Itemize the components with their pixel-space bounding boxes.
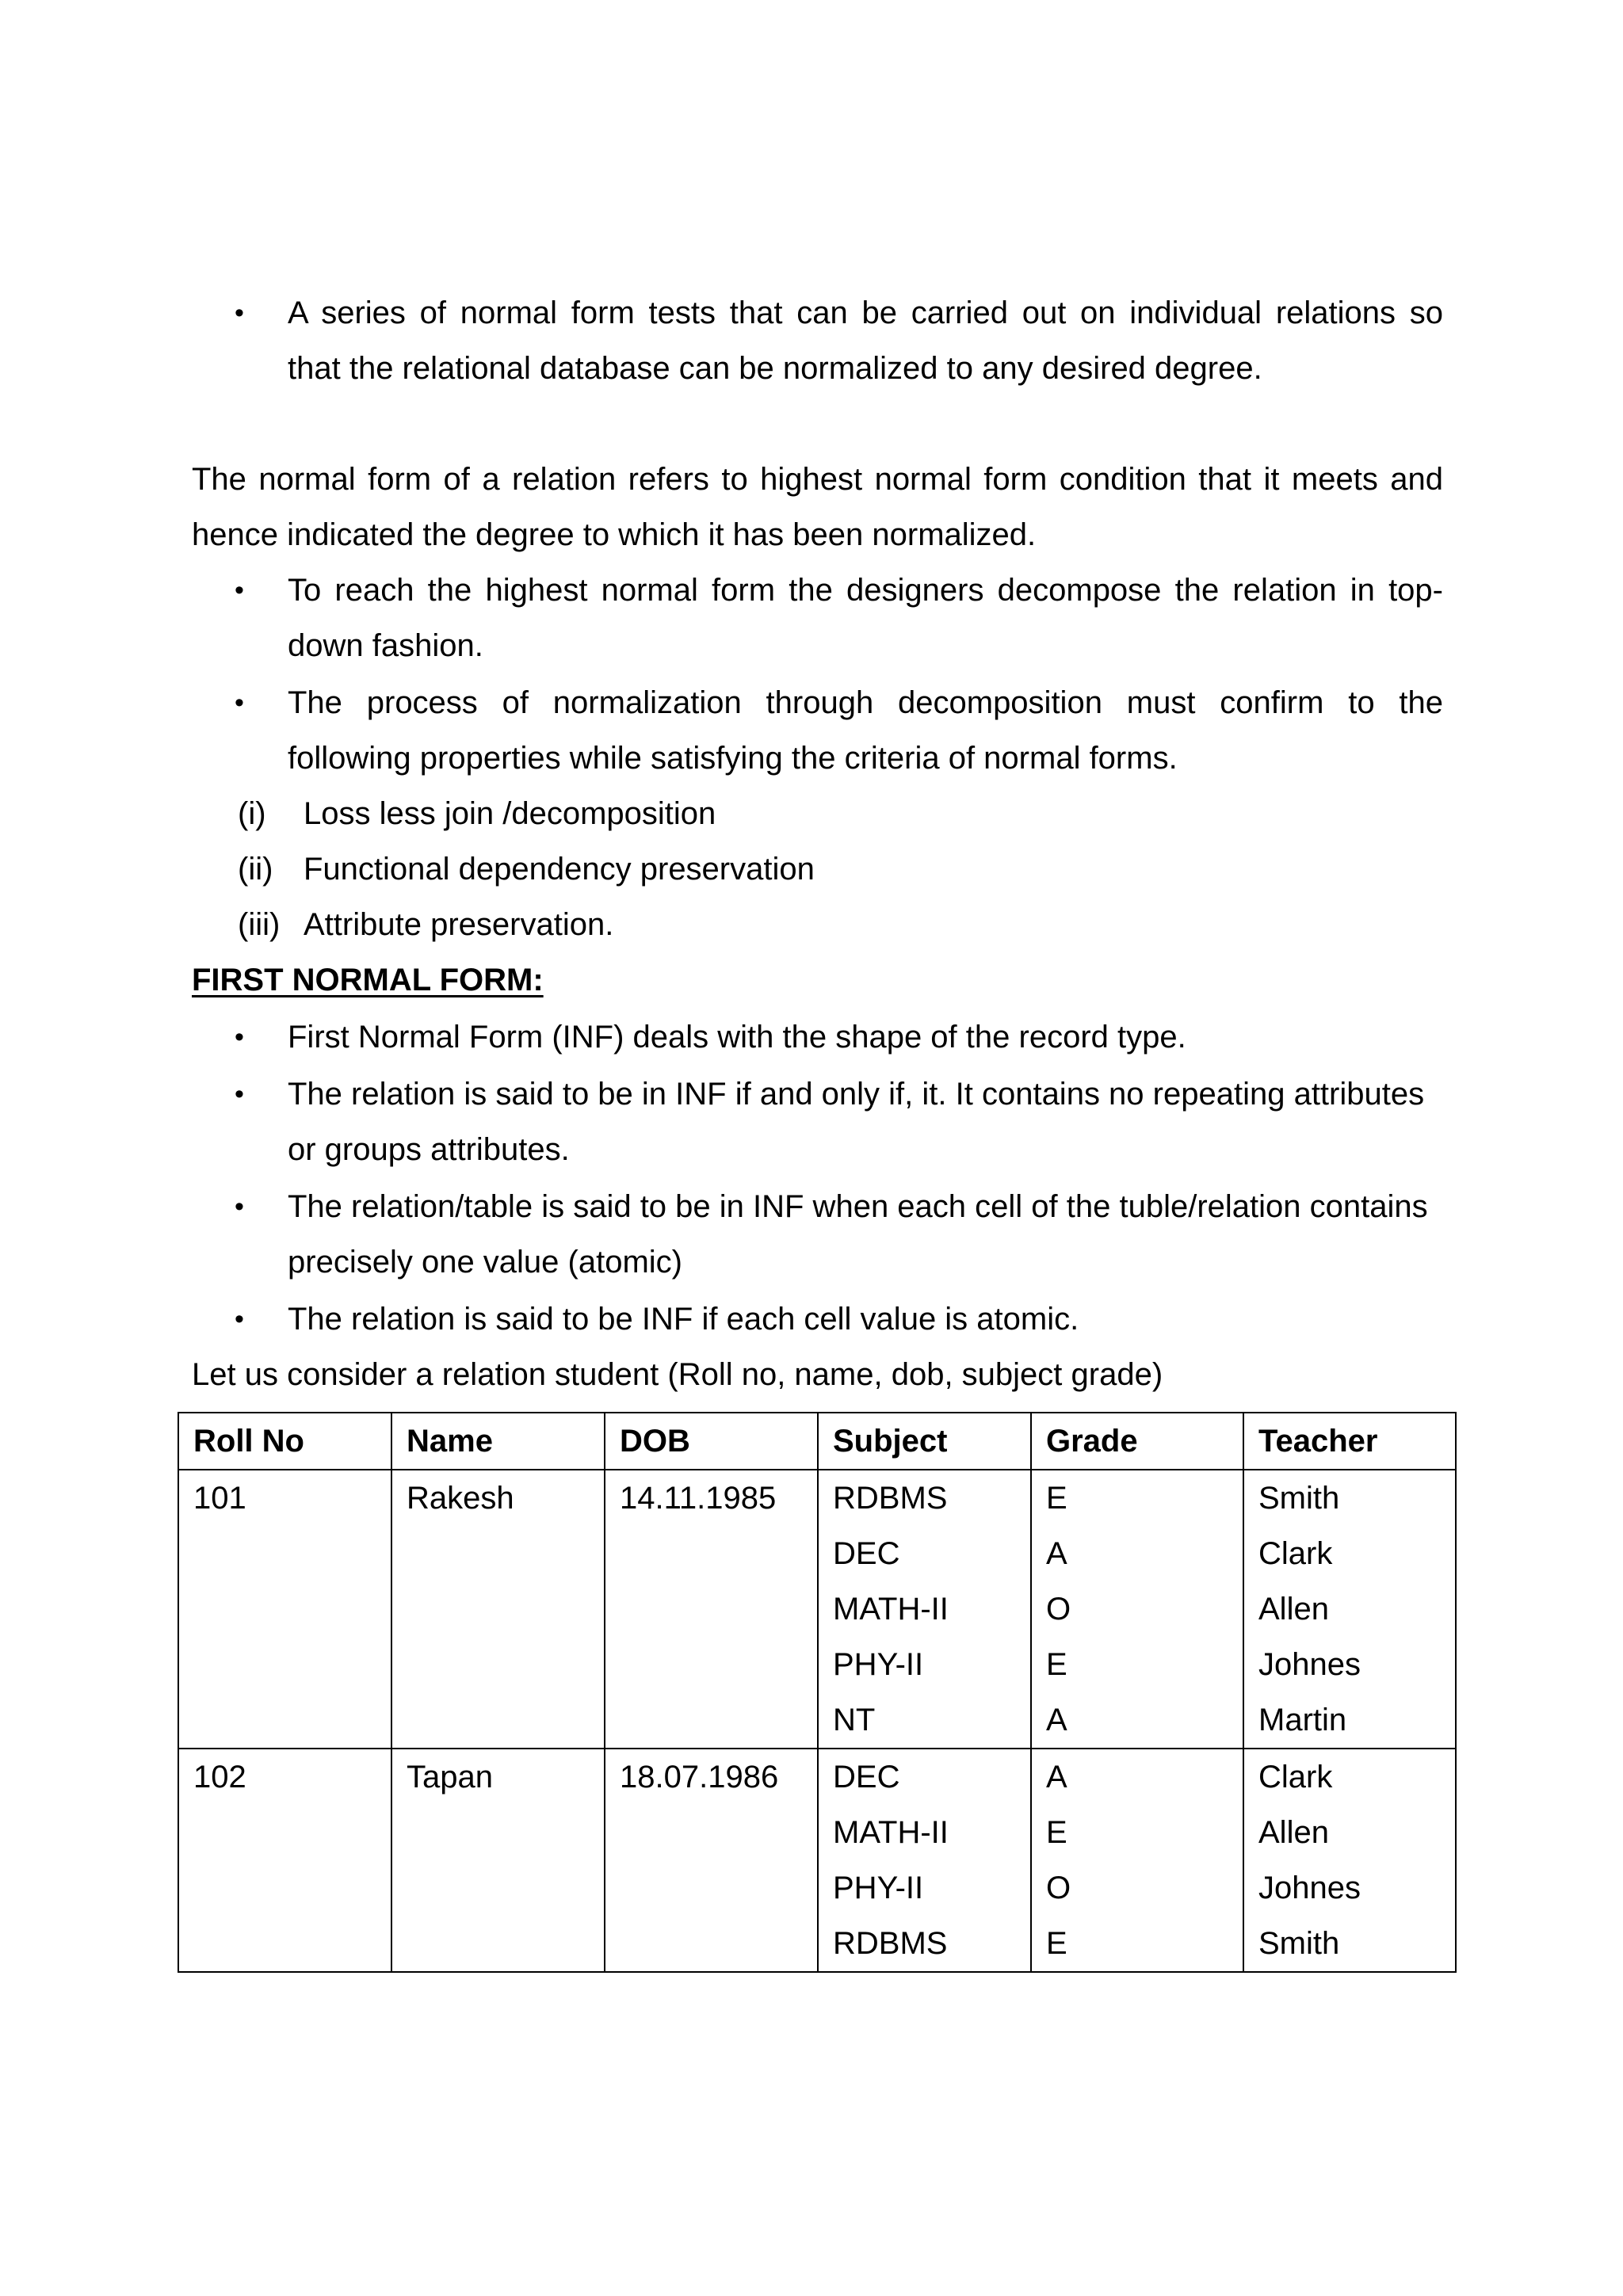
column-header-subject: Subject bbox=[818, 1413, 1031, 1470]
table-row bbox=[178, 1470, 1456, 1749]
column-header-teacher: Teacher bbox=[1243, 1413, 1456, 1470]
grade-value: E bbox=[1046, 1815, 1067, 1850]
dob-cell: 18.07.1986 bbox=[605, 1749, 818, 1972]
teacher-value: Johnes bbox=[1258, 1871, 1361, 1905]
teacher-value: Martin bbox=[1258, 1703, 1347, 1737]
bullet-icon: • bbox=[235, 575, 244, 605]
grade-value: A bbox=[1046, 1760, 1067, 1794]
bullet-icon: • bbox=[235, 1079, 244, 1109]
bullet-item-atomic bbox=[235, 1291, 1443, 1347]
grade-cell bbox=[1031, 1749, 1243, 1972]
grade-value: O bbox=[1046, 1871, 1071, 1905]
subject-value: MATH-II bbox=[833, 1815, 949, 1850]
property-text: Attribute preservation. bbox=[304, 907, 614, 942]
bullet-text-line: The relation/table is said to be in INF when each cell of the tuble/relation contains bbox=[288, 1189, 1428, 1224]
grade-value: E bbox=[1046, 1926, 1067, 1961]
subject-value: PHY-II bbox=[833, 1647, 924, 1682]
property-number: (ii) bbox=[238, 852, 273, 887]
grade-value: A bbox=[1046, 1703, 1067, 1737]
bullet-item-fnf-shape bbox=[235, 1009, 1443, 1065]
grade-value: A bbox=[1046, 1536, 1067, 1571]
property-number: (i) bbox=[238, 796, 266, 831]
column-header-grade: Grade bbox=[1031, 1413, 1243, 1470]
bullet-icon: • bbox=[235, 688, 244, 718]
column-header-dob: DOB bbox=[605, 1413, 818, 1470]
teacher-value: Smith bbox=[1258, 1481, 1340, 1516]
teacher-cell bbox=[1243, 1470, 1456, 1749]
subject-value: RDBMS bbox=[833, 1481, 948, 1516]
normal-form-paragraph bbox=[192, 452, 1443, 563]
bullet-icon: • bbox=[235, 1304, 244, 1334]
name-cell: Tapan bbox=[391, 1749, 605, 1972]
teacher-value: Johnes bbox=[1258, 1647, 1361, 1682]
subject-value: RDBMS bbox=[833, 1926, 948, 1961]
property-text: Loss less join /decomposition bbox=[304, 796, 716, 831]
bullet-text-line: The process of normalization through decomposition must confirm to the bbox=[288, 685, 1443, 720]
bullet-item-no-repeating bbox=[235, 1066, 1443, 1177]
bullet-text-line: To reach the highest normal form the designers decompose the relation in top- bbox=[288, 573, 1443, 608]
bullet-text-line: First Normal Form (INF) deals with the shape of the record type. bbox=[288, 1020, 1186, 1055]
subject-cell bbox=[818, 1749, 1031, 1972]
roll-cell: 101 bbox=[178, 1470, 391, 1749]
teacher-value: Smith bbox=[1258, 1926, 1340, 1961]
bullet-text-line: that the relational database can be normalized to any desired degree. bbox=[288, 351, 1262, 386]
bullet-text-line: The relation is said to be INF if each cell value is atomic. bbox=[288, 1302, 1079, 1337]
bullet-text-line: following properties while satisfying the criteria of normal forms. bbox=[288, 741, 1178, 776]
bullet-text-line: or groups attributes. bbox=[288, 1132, 570, 1167]
paragraph-line: hence indicated the degree to which it has been normalized. bbox=[192, 517, 1037, 552]
teacher-value: Clark bbox=[1258, 1760, 1333, 1794]
bullet-icon: • bbox=[235, 298, 244, 328]
paragraph-line: The normal form of a relation refers to highest normal form condition that it meets and bbox=[192, 462, 1443, 497]
bullet-item-normal-form-tests bbox=[235, 285, 1443, 396]
bullet-icon: • bbox=[235, 1192, 244, 1222]
bullet-item-decomposition-process bbox=[235, 675, 1443, 786]
bullet-item-one-value bbox=[235, 1179, 1443, 1290]
property-number: (iii) bbox=[238, 907, 281, 942]
table-row bbox=[178, 1749, 1456, 1972]
teacher-value: Allen bbox=[1258, 1592, 1329, 1627]
subject-value: DEC bbox=[833, 1536, 900, 1571]
subject-value: MATH-II bbox=[833, 1592, 949, 1627]
roll-cell: 102 bbox=[178, 1749, 391, 1972]
teacher-value: Allen bbox=[1258, 1815, 1329, 1850]
subject-value: DEC bbox=[833, 1760, 900, 1794]
subject-cell bbox=[818, 1470, 1031, 1749]
grade-value: E bbox=[1046, 1481, 1067, 1516]
dob-cell: 14.11.1985 bbox=[605, 1470, 818, 1749]
teacher-value: Clark bbox=[1258, 1536, 1333, 1571]
bullet-text-line: precisely one value (atomic) bbox=[288, 1245, 682, 1280]
column-header-name: Name bbox=[391, 1413, 605, 1470]
bullet-text-line: The relation is said to be in INF if and only if, it. It contains no repeating attributes bbox=[288, 1077, 1425, 1112]
subject-value: PHY-II bbox=[833, 1871, 924, 1905]
bullet-item-highest-normal-form bbox=[235, 563, 1443, 673]
name-cell: Rakesh bbox=[391, 1470, 605, 1749]
grade-value: O bbox=[1046, 1592, 1071, 1627]
table-header-row bbox=[178, 1413, 1456, 1470]
student-table bbox=[178, 1412, 1457, 1973]
grade-value: E bbox=[1046, 1647, 1067, 1682]
relation-intro: Let us consider a relation student (Roll no, name, dob, subject grade) bbox=[192, 1357, 1163, 1392]
bullet-icon: • bbox=[235, 1022, 244, 1052]
column-header-roll-no: Roll No bbox=[178, 1413, 391, 1470]
bullet-text-line: A series of normal form tests that can be carried out on individual relations so bbox=[288, 296, 1443, 330]
subject-value: NT bbox=[833, 1703, 876, 1737]
teacher-cell bbox=[1243, 1749, 1456, 1972]
bullet-text-line: down fashion. bbox=[288, 628, 483, 663]
section-heading: FIRST NORMAL FORM: bbox=[192, 963, 544, 997]
property-text: Functional dependency preservation bbox=[304, 852, 815, 887]
grade-cell bbox=[1031, 1470, 1243, 1749]
